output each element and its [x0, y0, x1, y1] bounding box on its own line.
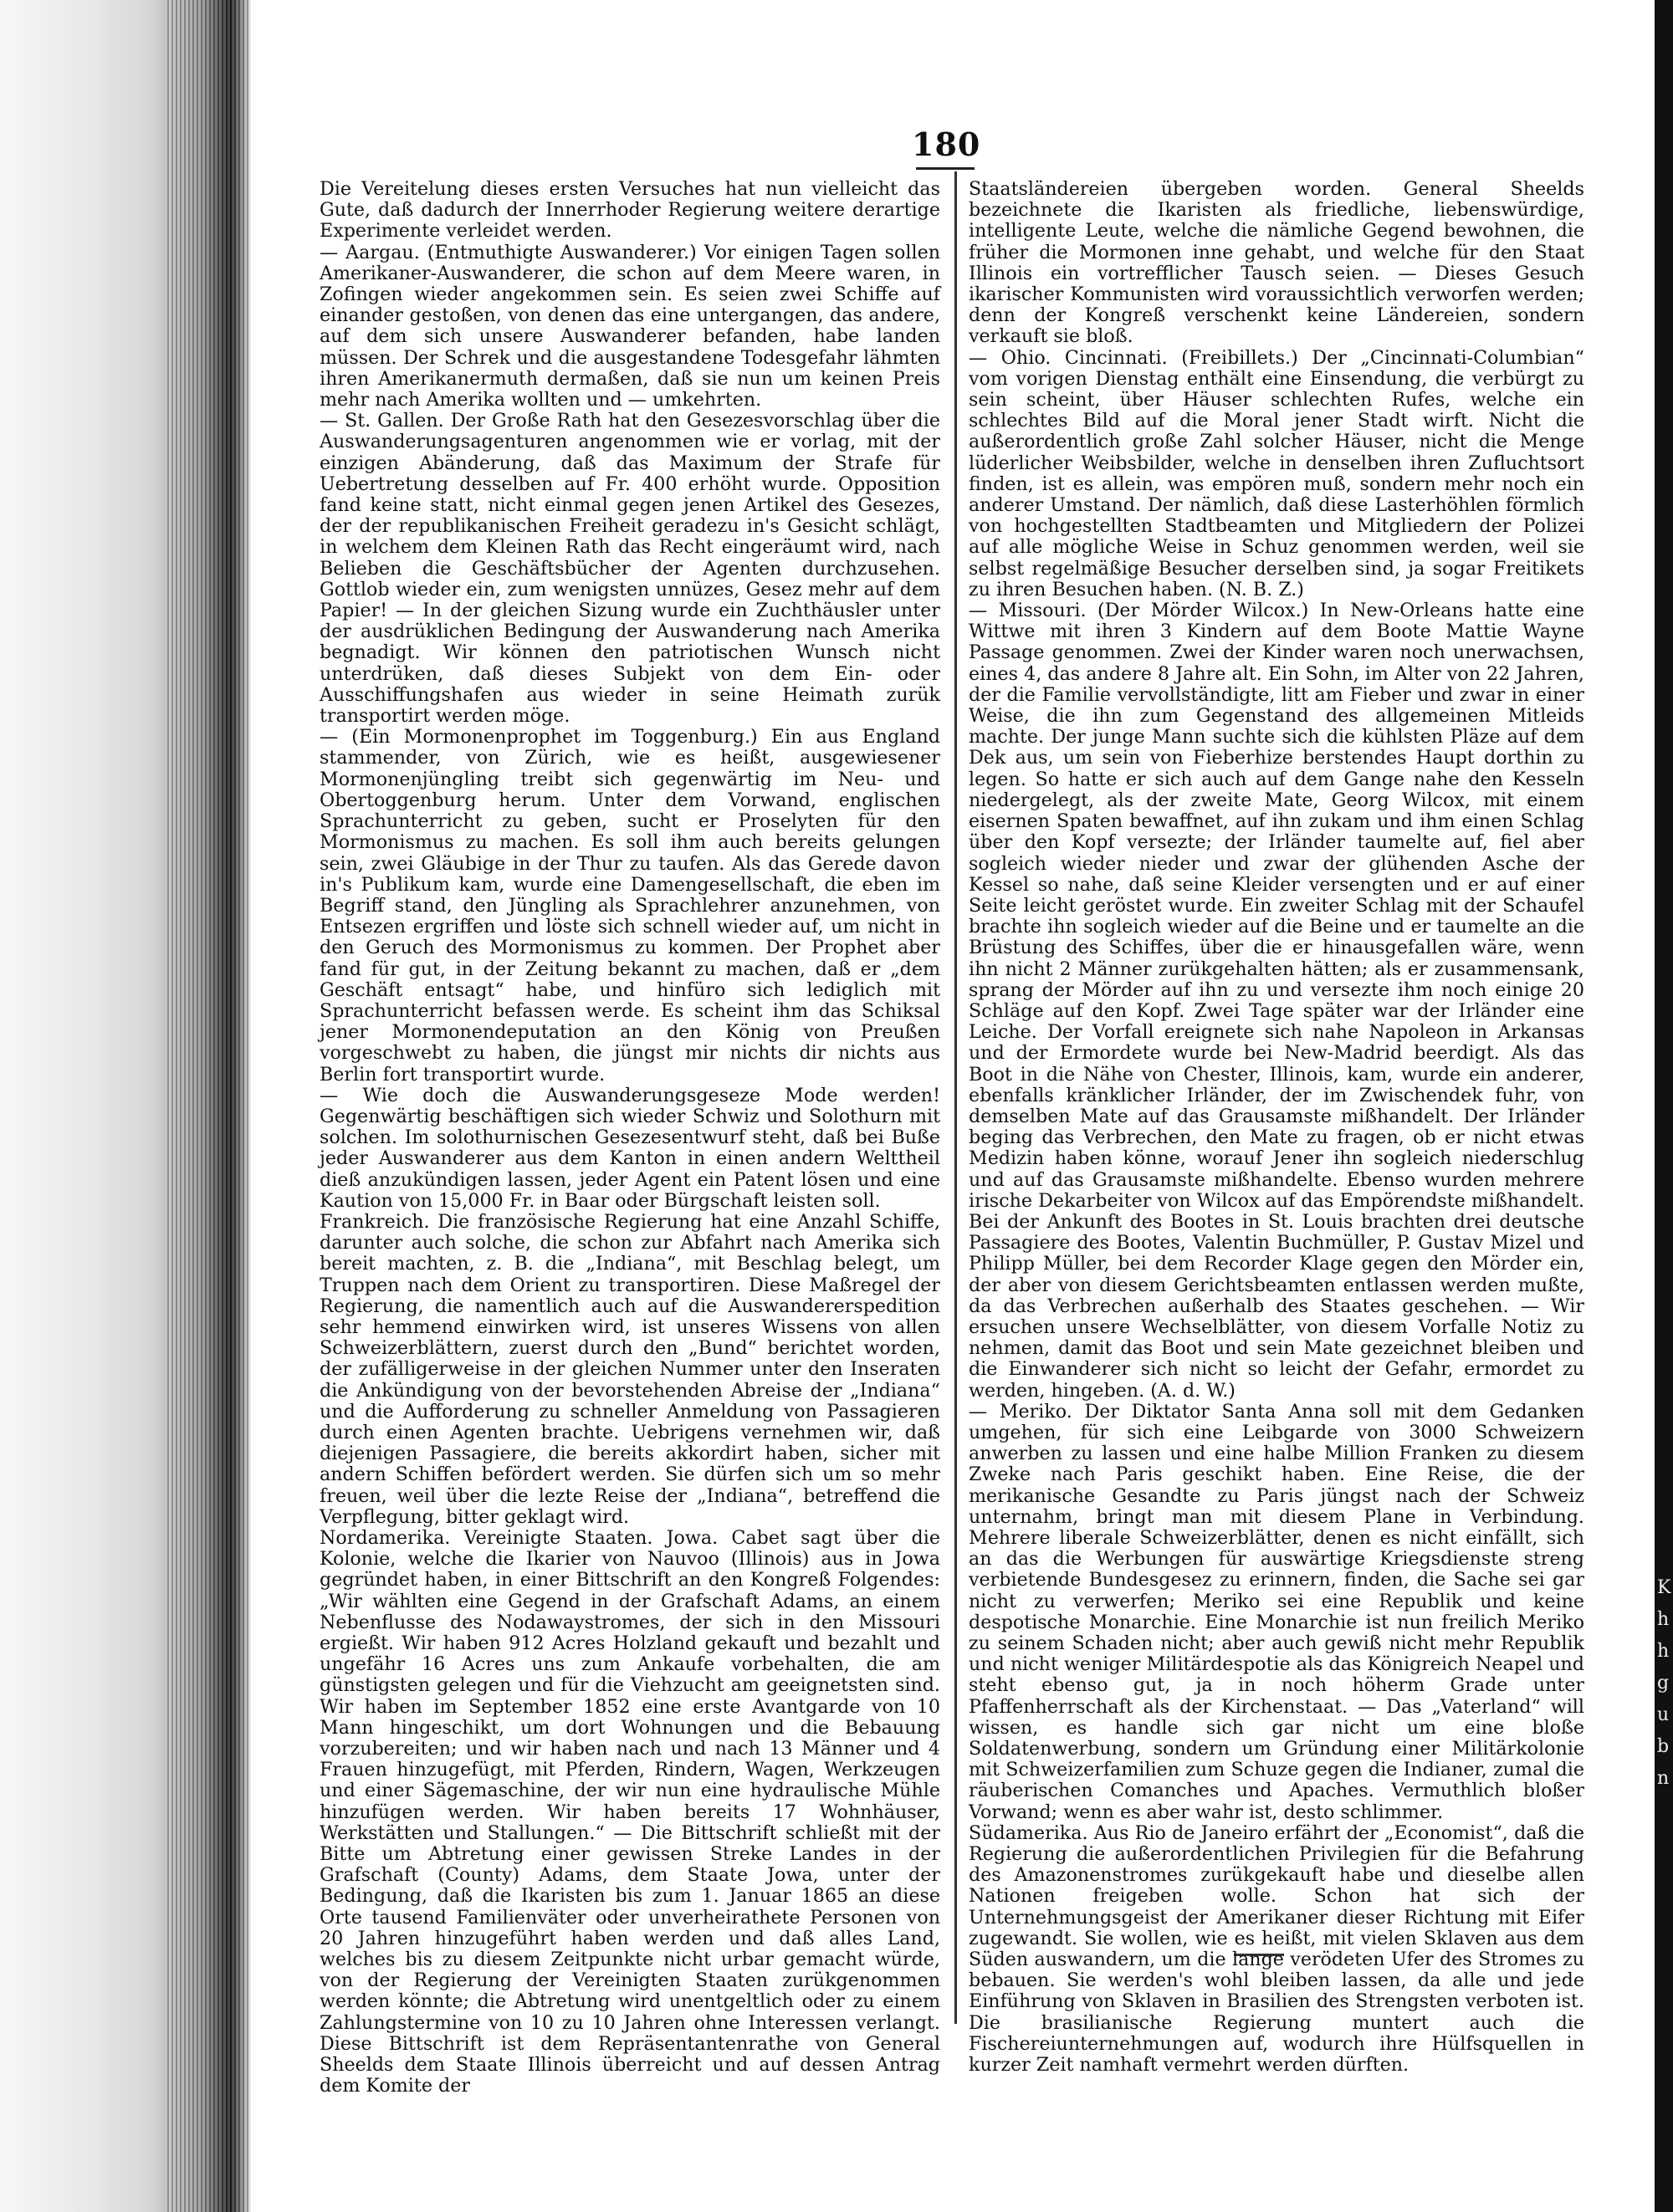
paragraph-emigration-laws: — Wie doch die Auswanderungsgeseze Mode werden! Gegenwärtig beschäftigen sich wieder Schwiz und Solothurn mit solchen. Im solothurnischen Gesezesentwurf steht, daß bei Buße jeder Auswanderer aus dem Kanton in einen andern Welttheil dieß anzukündigen lassen, jeder Agent ein Patent lösen und eine Kaution von 15,000 Fr. in Baar oder Bürgschaft leisten soll. — [320, 1084, 940, 1212]
paragraph-frankreich: Frankreich. Die französische Regierung hat eine Anzahl Schiffe, darunter auch solche, die schon zur Abfahrt nach Amerika sich bereit machten, z. B. die „Indiana“, mit Beschlag belegt, um Truppen nach dem Orient zu transportiren. Diese Maßregel der Regierung, die namentlich auch auf die Auswandererspedition sehr hemmend einwirken wird, ist unseres Wissens von allen Schweizerblättern, zuerst durch den „Bund“ berichtet worden, der zufälligerweise in der gleichen Nummer unter den Inseraten die Ankündigung von der bevorstehenden Abreise der „Indiana“ und die Aufforderung zu schneller Anmeldung von Passagieren durch einen Agenten brachte. Uebrigens vernehmen wir, daß diejenigen Passagiere, die bereits akkordirt haben, sicher mit andern Schiffen befördert werden. Sie dürfen sich um so mehr freuen, weil über die lezte Reise der „Indiana“, betreffend die Verpflegung, bitter geklagt wird. — [320, 1210, 940, 1528]
paragraph-suedamerika: Südamerika. Aus Rio de Janeiro erfährt der „Economist“, daß die Regierung die außerordentlichen Privilegien für die Befahrung des Amazonenstromes zurükgekauft habe und dieselbe allen Nationen freigeben wolle. Schon hat sich der Unternehmungsgeist der Amerikaner dieser Richtung mit Eifer zugewandt. Sie wollen, wie es heißt, mit vielen Sklaven aus dem Süden auswandern, um die lange verödeten Ufer des Stromes zu bebauen. Sie werden's wohl bleiben lassen, da alle und jede Einführung von Sklaven in Brasilien des Strengsten verboten ist. Die brasilianische Regierung muntert auch die Fischereiunternehmungen auf, wodurch ihre Hülfsquellen in kurzer Zeit namhaft vermehrt werden dürften. — [969, 1821, 1584, 2077]
paragraph-staatslaendereien: Staatsländereien übergeben worden. General Sheelds bezeichnete die Ikaristen als friedliche, liebenswürdige, intelligente Leute, welche die nämliche Gegend bewohnen, die früher die Mormonen inne gehabt, und welche für den Staat Illinois ein vortrefflicher Tausch seien. — Dieses Gesuch ikarischer Kommunisten wird voraussichtlich verworfen werden; denn der Kongreß verschenkt keine Ländereien, sondern verkauft sie bloß. — [969, 178, 1584, 348]
page-number-rule — [916, 167, 975, 170]
page-number: 180 — [912, 125, 981, 163]
column-divider — [954, 171, 957, 2024]
right-column — [969, 179, 1584, 2076]
left-column — [320, 179, 940, 2097]
paragraph-meriko: — Meriko. Der Diktator Santa Anna soll mit dem Gedanken umgehen, für sich eine Leibgarde von 3000 Schweizern anwerben zu lassen und eine halbe Million Franken zu diesem Zweke nach Paris geschikt haben. Eine Reise, die der merikanische Gesandte zu Paris jüngst nach der Schweiz unternahm, bringt man mit diesem Plane in Verbindung. Mehrere liberale Schweizerblätter, denen es nicht einfällt, sich an das die Werbungen für auswärtige Kriegsdienste streng verbietende Bundesgesez zu erinnern, finden, die Sache sei gar nicht zu verwerfen; Meriko sei eine Republik und keine despotische Monarchie. Eine Monarchie ist nun freilich Meriko zu seinem Schaden nicht; aber auch gewiß nicht mehr Republik und nicht weniger Militärdespotie als das Königreich Neapel und steht ebenso gut, ja in noch höherm Grade unter Pfaffenherrschaft als der Kirchenstaat. — Das „Vaterland“ will wissen, es handle sich gar nicht um eine bloße Soldatenwerbung, sondern um Gründung einer Militärkolonie mit Schweizerfamilien zum Schuze gegen die Indianer, zumal die räuberischen Comanches und Apaches. Vermuthlich bloßer Vorwand; wenn es aber wahr ist, desto schlimmer. — [969, 1400, 1584, 1823]
paragraph-appenzell-end: Die Vereitelung dieses ersten Versuches hat nun vielleicht das Gute, daß dadurch der Innerrhoder Regierung weitere derartige Experimente verleidet werden. — [320, 178, 940, 243]
paragraph-st-gallen: — St. Gallen. Der Große Rath hat den Gesezesvorschlag über die Auswanderungsagenturen angenommen wie er vorlag, mit der einzigen Abänderung, daß das Maximum der Strafe für Uebertretung desselben auf Fr. 400 erhöht wurde. Opposition fand keine statt, nicht einmal gegen jenen Artikel des Gesezes, der der republikanischen Freiheit geradezu in's Gesicht schlägt, in welchem dem Kleinen Rath das Recht eingeräumt wird, nach Belieben die Geschäftsbücher der Agenten durchzusehen. Gottlob wieder ein, zum wenigsten unnüzes, Gesez mehr auf dem Papier! — In der gleichen Sizung wurde ein Zuchthäusler unter der ausdrüklichen Bedingung der Auswanderung nach Amerika begnadigt. Wir können den patriotischen Wunsch nicht unterdrüken, daß dieses Subjekt von dem Ein- oder Ausschiffungshafen aus wieder in seine Heimath zurük transportirt werden möge. — [320, 410, 940, 728]
adjacent-page-letters: K h h g u b n — [1657, 1577, 1671, 1789]
book-binding-shadow — [0, 0, 251, 2212]
paragraph-ohio-cincinnati: — Ohio. Cincinnati. (Freibillets.) Der „Cincinnati-Columbian“ vom vorigen Dienstag enthält eine Einsendung, die verbürgt zu sein scheint, über Häuser schlechten Rufes, welche ein schlechtes Bild auf die Moral jener Stadt wirft. Nicht die außerordentlich große Zahl solcher Häuser, nicht die Menge lüderlicher Weibsbilder, welche in denselben ihren Zufluchtsort finden, ist es allein, was empören muß, sondern mehr noch ein anderer Umstand. Der nämlich, daß diese Lasterhöhlen förmlich von hochgestellten Stadtbeamten und Mitgliedern der Polizei auf alle mögliche Weise in Schuz genommen werden, weil sie selbst regelmäßige Besucher derselben sind, ja sogar Freitikets zu ihren Besuchen haben. (N. B. Z.) — [969, 346, 1584, 600]
adjacent-page-edge — [1655, 0, 1673, 2212]
paragraph-nordamerika-jowa: Nordamerika. Vereinigte Staaten. Jowa. Cabet sagt über die Kolonie, welche die Ikarier von Nauvoo (Illinois) aus in Jowa gegründet haben, in einer Bittschrift an den Kongreß Folgendes: „Wir wählten eine Gegend in der Grafschaft Adams, an einem Nebenflusse des Nodawaystromes, der sich in den Missouri ergießt. Wir haben 912 Acres Holzland gekauft und bezahlt und ungefähr 16 Acres uns zum Ankaufe vorbehalten, die am günstigsten gelegen und für die Viehzucht am geeignetsten sind. Wir haben im September 1852 eine erste Avantgarde von 10 Mann hingeschikt, um dort Wohnungen und die Bebauung vorzubereiten; und wir haben nach und nach 13 Männer und 4 Frauen hinzugefügt, mit Pferden, Rindern, Wagen, Werkzeugen und einer Sägemaschine, der wir nun eine hydraulische Mühle hinzufügen werden. Wir haben bereits 17 Wohnhäuser, Werkstätten und Stallungen.“ — Die Bittschrift schließt mit der Bitte um Abtretung einer gewissen Streke Landes in der Grafschaft (County) Adams, dem Staate Jowa, unter der Bedingung, daß die Ikaristen bis zum 1. Januar 1865 an diese Orte tausend Familienväter oder unverheirathete Personen von 20 Jahren hinzugeführt haben werden und daß alles Land, welches bis zu diesem Zeitpunkte nicht urbar gemacht würde, von der Regierung der Vereinigten Staaten zurükgenommen werden könnte; die Abtretung wird unentgeltlich oder zu einem Zahlungstermine von 10 zu 10 Jahren ohne Interessen verlangt. Diese Bittschrift ist dem Repräsentantenrathe von General Sheelds dem Staate Illinois überreicht und auf dessen Antrag dem Komite der — [320, 1527, 940, 2097]
paragraph-missouri-wilcox: — Missouri. (Der Mörder Wilcox.) In New-Orleans hatte eine Wittwe mit ihren 3 Kindern auf dem Boote Mattie Wayne Passage genommen. Zwei der Kinder waren noch unerwachsen, eines 4, das andere 8 Jahre alt. Ein Sohn, im Alter von 22 Jahren, der die Familie vervollständigte, litt am Fieber und zwar in einer Weise, die ihn zum Gegenstand des allgemeinen Mitleids machte. Der junge Mann suchte sich die kühlsten Pläze auf dem Dek aus, um sein von Fieberhize berstendes Haupt dorthin zu legen. So hatte er sich auch auf dem Gange nahe den Kesseln niedergelegt, als der zweite Mate, Georg Wilcox, mit einem eisernen Spaten bewaffnet, auf ihn zukam und ihm einen Schlag über den Kopf versezte; der Irländer taumelte auf, fiel aber sogleich wieder nieder und zwar der glühenden Asche der Kessel so nahe, daß seine Kleider versengten und er auf einer Seite leicht geröstet wurde. Ein zweiter Schlag mit der Schaufel brachte ihn sogleich wieder auf die Beine und er taumelte an die Brüstung des Schiffes, über die er hinausgefallen wäre, wenn ihn nicht 2 Männer zurükgehalten hätten; als er zusammensank, sprang der Mörder auf ihn zu und versezte ihm noch einige 20 Schläge auf den Kopf. Zwei Tage später war der Irländer eine Leiche. Der Vorfall ereignete sich nahe Napoleon in Arkansas und der Ermordete wurde bei New-Madrid beerdigt. Als das Boot in die Nähe von Chester, Illinois, kam, wurde ein anderer, ebenfalls kränklicher Irländer, der im Zwischendek fuhr, von demselben Mate auf das Grausamste mißhandelt. Der Irländer beging das Verbrechen, den Mate zu fragen, ob er nicht etwas Medizin haben könne, worauf Jener ihn sogleich niederschlug und auf das Grausamste mißhandelte. Ebenso wurden mehrere irische Dekarbeiter von Wilcox auf das Empörendste mißhandelt. Bei der Ankunft des Bootes in St. Louis brachten drei deutsche Passagiere des Bootes, Valentin Buchmüller, P. Gustav Mizel und Philipp Müller, bei dem Recorder Klage gegen den Mörder ein, der aber von diesem Gerichtsbeamten entlassen werden mußte, da das Verbrechen außerhalb des Staates geschehen. — Wir ersuchen unsere Wechselblätter, von diesem Vorfalle Notiz zu nehmen, damit das Boot und sein Mate gezeichnet bleiben und die Einwanderer sich nicht so leicht der Gefahr, ermordet zu werden, hingeben. (A. d. W.) — [969, 600, 1584, 1402]
paragraph-aargau: — Aargau. (Entmuthigte Auswanderer.) Vor einigen Tagen sollen Amerikaner-Auswanderer, die schon auf dem Meere waren, in Zofingen wieder angekommen sein. Es seien zwei Schiffe auf einander gestoßen, von denen das eine untergangen, das andere, auf dem sich unsere Auswanderer befanden, habe landen müssen. Der Schrek und die ausgestandene Todesgefahr lähmten ihren Amerikanermuth dermaßen, daß sie nun um keinen Preis mehr nach Amerika wollten und — umkehrten. — [320, 241, 940, 411]
paragraph-mormon-prophet: — (Ein Mormonenprophet im Toggenburg.) Ein aus England stammender, von Zürich, wie es heißt, ausgewiesener Mormonenjüngling treibt sich gegenwärtig im Neu- und Obertoggenburg herum. Unter dem Vorwand, englischen Sprachunterricht zu geben, sucht er Proselyten für den Mormonismus zu machen. Es soll ihm auch bereits gelungen sein, zwei Gläubige in der Thur zu taufen. Als das Gerede davon in's Publikum kam, wurde eine Damengesellschaft, die eben im Begriff stand, den Jüngling als Sprachlehrer anzunehmen, von Entsezen ergriffen und löste sich schnell wieder auf, um nicht in den Geruch des Mormonismus zu kommen. Der Prophet aber fand für gut, in der Zeitung bekannt zu machen, daß er „dem Geschäft entsagt“ habe, und hinfüro sich lediglich mit Sprachunterricht befassen werde. Es scheint ihm das Schiksal jener Mormonendeputation an den König von Preußen vorgeschwebt zu haben, die jüngst mir nichts dir nichts aus Berlin fort transportirt wurde. — [320, 726, 940, 1086]
